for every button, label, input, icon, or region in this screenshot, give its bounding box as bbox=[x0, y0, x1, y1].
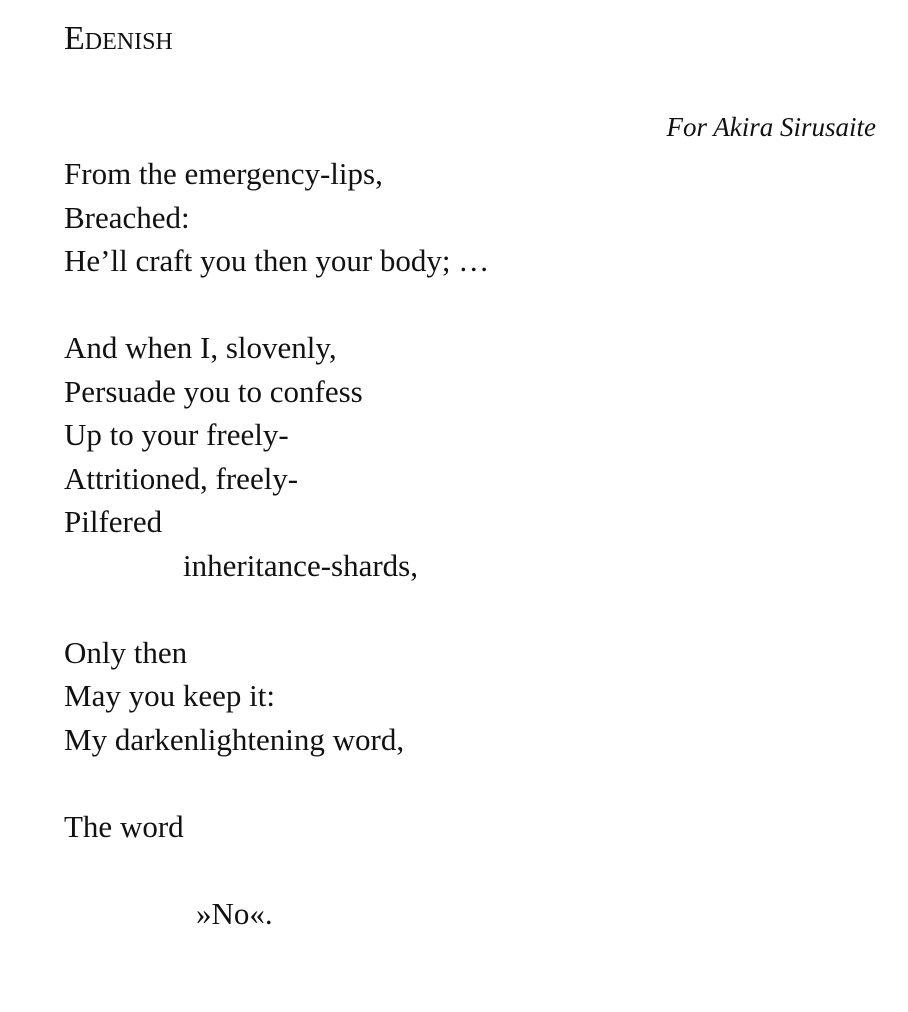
poem-line: He’ll craft you then your body; … bbox=[64, 243, 490, 278]
poem-body bbox=[64, 152, 884, 935]
stanza-5 bbox=[64, 892, 884, 936]
poem-title: Edenish bbox=[64, 20, 173, 57]
poem-line: Up to your freely- bbox=[64, 417, 289, 452]
stanza-4 bbox=[64, 805, 884, 849]
stanza-break bbox=[64, 848, 884, 892]
poem-line-indented: inheritance-shards, bbox=[183, 547, 418, 583]
poem-line: My darkenlightening word, bbox=[64, 721, 405, 757]
poem-line: Breached: bbox=[64, 199, 190, 235]
poem-line-indented: »No«. bbox=[196, 895, 273, 931]
poem-line: From the emergency-lips, bbox=[64, 156, 383, 191]
stanza-break bbox=[64, 283, 884, 327]
poem-line: Only then bbox=[64, 634, 188, 670]
poem-dedication: For Akira Sirusaite bbox=[666, 112, 876, 142]
stanza-2 bbox=[64, 326, 884, 587]
poem-line: And when I, slovenly, bbox=[64, 330, 337, 365]
poem-line: Persuade you to confess bbox=[64, 373, 363, 409]
stanza-break bbox=[64, 761, 884, 805]
stanza-break bbox=[64, 587, 884, 631]
poem-line: The word bbox=[64, 808, 184, 844]
poem-line: Pilfered bbox=[64, 504, 163, 539]
poem-line: Attritioned, freely- bbox=[64, 460, 299, 496]
stanza-1 bbox=[64, 152, 884, 283]
poem-line: May you keep it: bbox=[64, 678, 275, 713]
stanza-3 bbox=[64, 631, 884, 762]
